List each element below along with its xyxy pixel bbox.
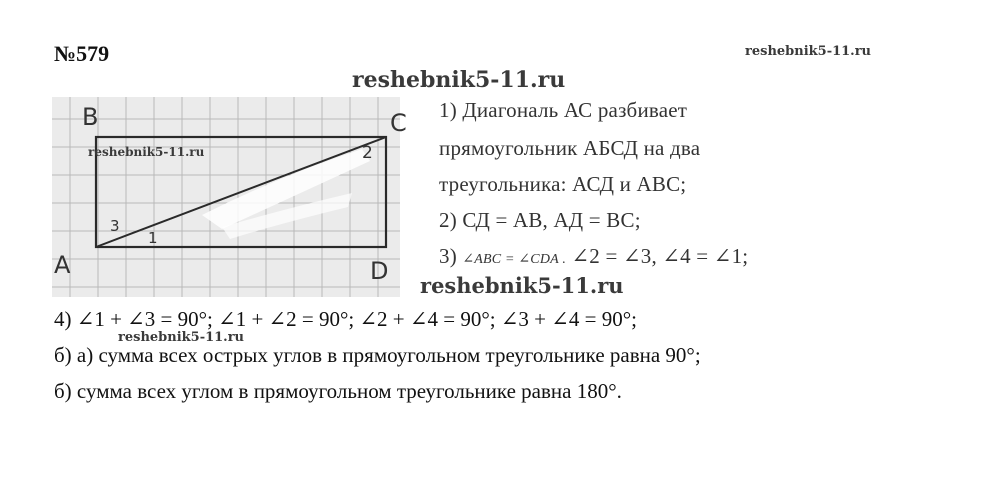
- figure-svg: [52, 97, 400, 297]
- step-3-angle-equality: ∠ABC = ∠CDA .: [462, 252, 567, 267]
- angle-label-3: 3: [110, 217, 120, 235]
- vertex-label-c: C: [390, 109, 407, 137]
- rectangle-figure: [52, 97, 407, 297]
- solution-step-3: [439, 244, 748, 269]
- solution-step-6: б) сумма всех углом в прямоугольном треугольнике равна 180°.: [54, 379, 622, 403]
- watermark-figure: reshebnik5-11.ru: [88, 145, 205, 159]
- step-3-prefix: 3): [439, 244, 457, 268]
- watermark-top: reshebnik5-11.ru: [745, 44, 872, 59]
- step-3-angles: ∠2 = ∠3, ∠4 = ∠1;: [571, 244, 749, 268]
- watermark-middle: reshebnik5-11.ru: [420, 273, 624, 298]
- vertex-label-a: A: [54, 251, 71, 279]
- vertex-label-b: B: [82, 103, 99, 131]
- solution-step-1-line-1: 1) Диагональ АС разбивает: [439, 98, 688, 122]
- watermark-large: reshebnik5-11.ru: [352, 67, 566, 93]
- angle-label-2: 2: [362, 143, 373, 163]
- vertex-label-d: D: [370, 257, 389, 285]
- solution-step-2: 2) СД = АВ, АД = ВС;: [439, 208, 641, 232]
- solution-step-4: 4) ∠1 + ∠3 = 90°; ∠1 + ∠2 = 90°; ∠2 + ∠4 = 90°; ∠3 + ∠4 = 90°;: [54, 307, 637, 331]
- angle-label-1: 1: [148, 229, 158, 247]
- solution-step-1-line-3: треугольника: АСД и АВС;: [439, 172, 687, 196]
- solution-step-1-line-2: прямоугольник АБСД на два: [439, 136, 701, 160]
- solution-step-5: б) а) сумма всех острых углов в прямоугольном треугольнике равна 90°;: [54, 343, 701, 367]
- problem-number: №579: [54, 41, 110, 66]
- watermark-footer: reshebnik5-11.ru: [118, 330, 245, 345]
